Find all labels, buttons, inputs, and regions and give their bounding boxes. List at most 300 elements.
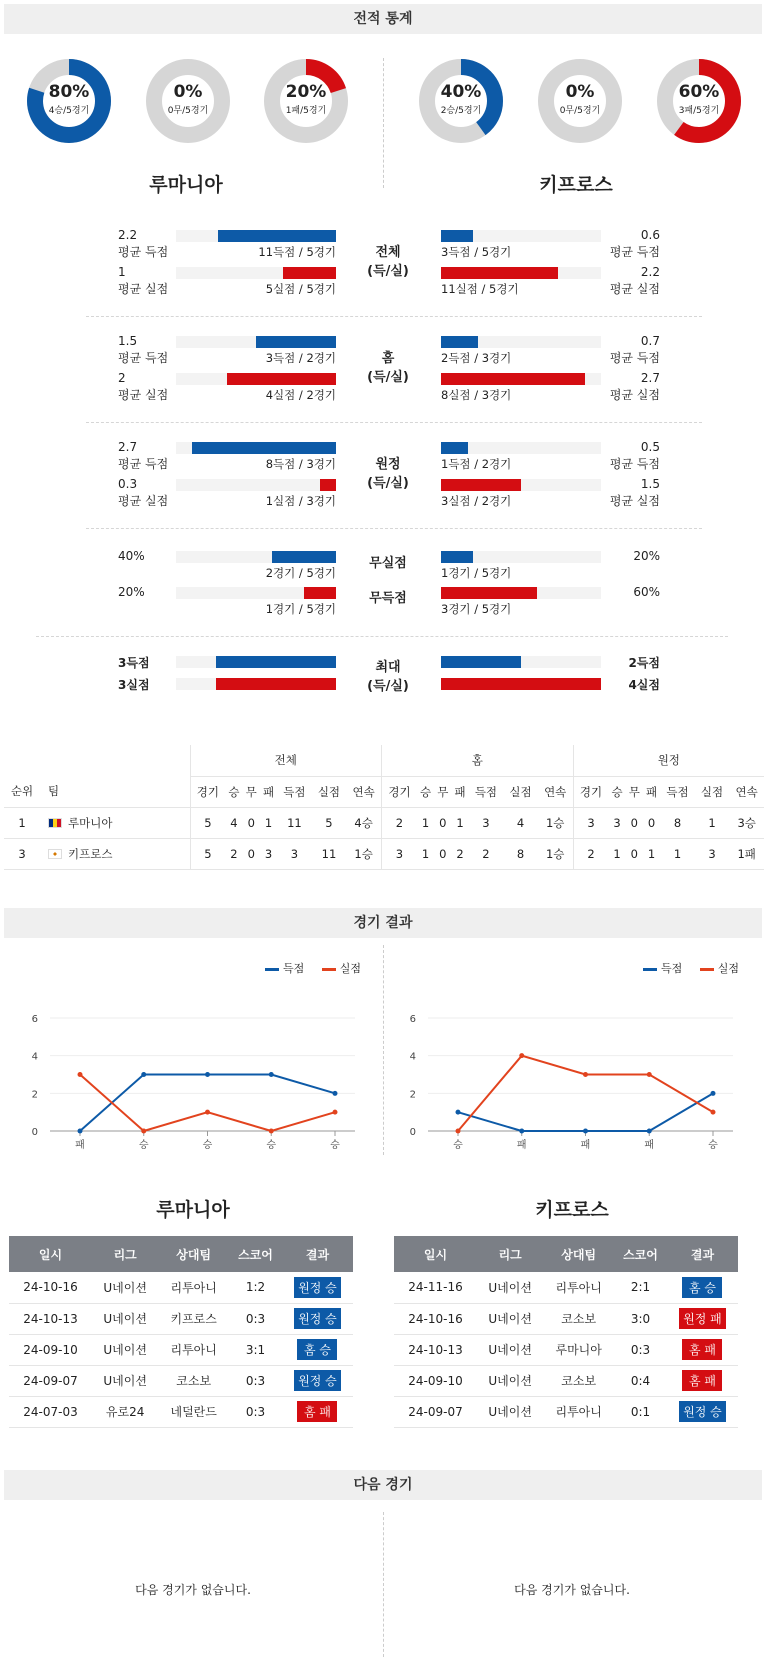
left-avg-conceded-label: 평균 실점 (118, 388, 169, 402)
standings-group: 홈 (382, 745, 574, 776)
left-conceded-bar-track (176, 479, 336, 491)
result-date: 24-10-16 (9, 1272, 92, 1303)
standings-cell: 8 (503, 838, 538, 869)
standings-cell: 4승 (346, 807, 381, 838)
y-tick-label: 0 (409, 1127, 416, 1138)
left-avg-scored-label: 평균 득점 (118, 457, 169, 471)
result-badge: 홈 승 (682, 1277, 722, 1298)
result-date: 24-10-13 (394, 1334, 477, 1365)
data-point (519, 1129, 524, 1134)
standings-cell: 0 (434, 807, 451, 838)
result-outcome (667, 1272, 738, 1303)
right-max-scored: 2득점 (628, 656, 660, 670)
results-col-header: 상대팀 (543, 1236, 614, 1272)
standings-cell: 1 (417, 807, 434, 838)
results-col-header: 일시 (394, 1236, 477, 1272)
standings-cell: 0 (643, 807, 660, 838)
left-avg-conceded-label: 평균 실점 (118, 282, 169, 296)
next-section-title: 다음 경기 (4, 1470, 762, 1500)
standings-cell: 3 (469, 807, 504, 838)
result-score: 3:0 (614, 1303, 667, 1334)
results-col-header: 리그 (477, 1236, 543, 1272)
results-header-row (394, 1236, 738, 1272)
data-point (647, 1129, 652, 1134)
data-point (269, 1129, 274, 1134)
x-tick-label: 패 (580, 1140, 591, 1151)
result-row[interactable] (394, 1365, 738, 1396)
data-point (711, 1110, 716, 1115)
left-avg-conceded-value: 2 (118, 371, 126, 385)
standings-cell: 5 (312, 807, 347, 838)
standings-col: 승 (608, 776, 625, 807)
standings-col: 연속 (538, 776, 573, 807)
result-opponent: 네덜란드 (158, 1396, 229, 1427)
romania-flag-icon (48, 818, 62, 828)
result-row[interactable] (394, 1334, 738, 1365)
standings-cell: 5 (190, 838, 225, 869)
left-max-conceded: 3실점 (118, 678, 150, 692)
y-tick-label: 6 (409, 1014, 416, 1025)
standings-cell: 0 (626, 807, 643, 838)
data-point (456, 1110, 461, 1115)
data-point (583, 1072, 588, 1077)
right-max-scored-bar (441, 656, 521, 668)
data-point (78, 1129, 83, 1134)
result-row[interactable] (9, 1272, 353, 1303)
stats-section-title: 전적 통계 (4, 4, 762, 34)
left-scored-bar-label: 8득점 / 3경기 (265, 457, 336, 471)
standings-cell: 2 (225, 838, 242, 869)
left-noscore-value: 20% (118, 585, 145, 599)
result-badge: 홈 패 (297, 1401, 337, 1422)
standings-col: 무 (243, 776, 260, 807)
x-tick-label: 패 (75, 1140, 85, 1151)
x-tick-label: 패 (516, 1140, 527, 1151)
standings-group: 전체 (190, 745, 382, 776)
result-score: 1:2 (229, 1272, 282, 1303)
result-score: 0:3 (229, 1396, 282, 1427)
right-avg-conceded-value: 2.7 (640, 371, 660, 385)
left-scored-bar (218, 230, 336, 242)
donut-percent: 0% (565, 82, 595, 102)
left-avg-scored-value: 1.5 (118, 334, 138, 348)
result-row[interactable] (394, 1303, 738, 1334)
legend-scored-swatch (265, 968, 279, 971)
standings-row[interactable] (4, 838, 764, 869)
row-divider (86, 528, 702, 529)
results-col-header: 결과 (667, 1236, 738, 1272)
result-league: U네이션 (477, 1334, 543, 1365)
standings-col: 연속 (346, 776, 381, 807)
results-team-left: 루마니아 (156, 1199, 230, 1221)
result-opponent: 리투아니 (158, 1334, 229, 1365)
result-row[interactable] (9, 1303, 353, 1334)
legend-scored: 득점 (661, 962, 683, 975)
result-date: 24-10-13 (9, 1303, 92, 1334)
result-badge: 원정 패 (679, 1308, 726, 1329)
chart-legend-right (643, 960, 739, 976)
left-conceded-bar-track (176, 373, 336, 385)
next-game-left: 다음 경기가 없습니다. (135, 1583, 251, 1597)
standings-col: 순위 (4, 776, 40, 807)
standings-col: 실점 (312, 776, 347, 807)
donut-percent: 60% (678, 82, 720, 102)
legend-conceded: 실점 (717, 962, 740, 975)
result-date: 24-11-16 (394, 1272, 477, 1303)
result-badge: 원정 승 (679, 1401, 726, 1422)
left-avg-conceded-value: 0.3 (118, 477, 138, 491)
left-conceded-bar-label: 1실점 / 3경기 (265, 494, 336, 508)
result-outcome (282, 1272, 353, 1303)
standings-cell: 1 (660, 838, 695, 869)
result-opponent: 리투아니 (158, 1272, 229, 1303)
right-avg-conceded-label: 평균 실점 (609, 494, 660, 508)
data-point (78, 1072, 83, 1077)
result-date: 24-09-07 (394, 1396, 477, 1427)
right-conceded-bar (441, 479, 521, 491)
standings-cell: 3 (382, 838, 417, 869)
left-scored-bar (256, 336, 336, 348)
standings-cell: 1패 (729, 838, 764, 869)
left-scored-bar-label: 3득점 / 2경기 (265, 351, 336, 365)
result-score: 2:1 (614, 1272, 667, 1303)
team-name: 루마니아 (68, 815, 113, 830)
standings-col: 득점 (277, 776, 312, 807)
standings-group-header (4, 745, 764, 776)
standings-col: 패 (643, 776, 660, 807)
results-table-right (394, 1236, 738, 1428)
x-tick-label: 패 (644, 1140, 655, 1151)
standings-cell: 1 (451, 807, 468, 838)
donut-left-0 (26, 58, 112, 144)
result-league: U네이션 (92, 1303, 158, 1334)
donut-record: 0무/5경기 (167, 106, 209, 116)
standings-table (4, 745, 764, 870)
result-outcome (667, 1334, 738, 1365)
standings-cell: 8 (660, 807, 695, 838)
standings-row[interactable] (4, 807, 764, 838)
standings-cell: 0 (243, 807, 260, 838)
result-date: 24-10-16 (394, 1303, 477, 1334)
right-avg-scored-label: 평균 득점 (609, 351, 660, 365)
donut-left-1 (145, 58, 231, 144)
donut-record: 2승/5경기 (440, 106, 482, 116)
donut-right-0 (418, 58, 504, 144)
data-point (519, 1053, 524, 1058)
left-scored-bar (192, 442, 336, 454)
result-row[interactable] (394, 1396, 738, 1427)
result-league: 유로24 (92, 1396, 158, 1427)
divider (383, 1512, 384, 1657)
donut-percent: 40% (440, 82, 482, 102)
left-noscore-bar (304, 587, 336, 599)
right-avg-scored-label: 평균 득점 (609, 245, 660, 259)
divider (383, 945, 384, 1155)
left-scored-bar-track (176, 442, 336, 454)
team-name: 키프로스 (68, 846, 113, 861)
result-league: U네이션 (477, 1272, 543, 1303)
standings-col: 무 (434, 776, 451, 807)
standings-cell: 3 (4, 838, 40, 869)
x-tick-label: 승 (202, 1140, 213, 1151)
right-scored-bar-label: 3득점 / 5경기 (441, 245, 512, 259)
legend-conceded-swatch (322, 968, 336, 971)
result-date: 24-09-10 (394, 1365, 477, 1396)
result-opponent: 코소보 (158, 1365, 229, 1396)
right-conceded-bar-label: 11실점 / 5경기 (441, 282, 519, 296)
standings-col: 득점 (469, 776, 504, 807)
standings-col: 득점 (660, 776, 695, 807)
donut-percent: 20% (285, 82, 327, 102)
left-scored-bar-track (176, 230, 336, 242)
data-point (205, 1110, 210, 1115)
standings-cell: 11 (277, 807, 312, 838)
right-noscore-bar-label: 3경기 / 5경기 (441, 602, 512, 616)
data-point (456, 1129, 461, 1134)
results-col-header: 일시 (9, 1236, 92, 1272)
right-avg-conceded-label: 평균 실점 (609, 388, 660, 402)
standings-group: 원정 (573, 745, 764, 776)
legend-scored: 득점 (283, 962, 305, 975)
result-opponent: 코소보 (543, 1303, 614, 1334)
right-noscore-value: 60% (633, 585, 660, 599)
left-cleansheet-bar-track (176, 551, 336, 563)
standings-cell: 1승 (538, 807, 573, 838)
row-divider (36, 636, 728, 637)
result-score: 0:3 (229, 1365, 282, 1396)
result-badge: 홈 승 (297, 1339, 337, 1360)
result-date: 24-09-10 (9, 1334, 92, 1365)
team-left-name: 루마니아 (149, 174, 223, 196)
row-divider (86, 422, 702, 423)
result-date: 24-07-03 (9, 1396, 92, 1427)
left-avg-conceded-value: 1 (118, 265, 126, 279)
left-noscore-bar-label: 1경기 / 5경기 (265, 602, 336, 616)
standings-cell: 0 (243, 838, 260, 869)
standings-col: 무 (626, 776, 643, 807)
standings-cell: 3승 (729, 807, 764, 838)
result-score: 0:1 (614, 1396, 667, 1427)
result-opponent: 리투아니 (543, 1272, 614, 1303)
standings-cell: 4 (225, 807, 242, 838)
donut-right-2 (656, 58, 742, 144)
donut-left-2 (263, 58, 349, 144)
result-outcome (282, 1396, 353, 1427)
standings-col: 패 (451, 776, 468, 807)
left-cleansheet-value: 40% (118, 549, 145, 563)
standings-col: 실점 (503, 776, 538, 807)
standings-col: 경기 (382, 776, 417, 807)
left-avg-scored-label: 평균 득점 (118, 351, 169, 365)
x-tick-label: 승 (330, 1140, 340, 1151)
standings-cell: 2 (382, 807, 417, 838)
right-max-conceded: 4실점 (628, 678, 660, 692)
divider (383, 58, 384, 188)
result-opponent: 리투아니 (543, 1396, 614, 1427)
standings-col: 연속 (729, 776, 764, 807)
comparison-category-label: 원정 (득/실) (367, 457, 409, 491)
row-divider (86, 316, 702, 317)
result-outcome (667, 1365, 738, 1396)
noscore-label: 무득점 (369, 591, 407, 606)
result-row[interactable] (9, 1396, 353, 1427)
right-avg-conceded-value: 1.5 (640, 477, 660, 491)
donut-record: 4승/5경기 (48, 106, 90, 116)
left-noscore-bar-track (176, 587, 336, 599)
legend-conceded-swatch (700, 968, 714, 971)
left-avg-scored-value: 2.2 (118, 228, 138, 242)
y-tick-label: 2 (409, 1089, 416, 1101)
left-scored-bar-track (176, 336, 336, 348)
result-outcome (282, 1365, 353, 1396)
results-col-header: 스코어 (614, 1236, 667, 1272)
standings-col: 승 (225, 776, 242, 807)
data-point (141, 1072, 146, 1077)
result-row[interactable] (9, 1334, 353, 1365)
y-tick-label: 6 (31, 1014, 38, 1025)
right-avg-conceded-label: 평균 실점 (609, 282, 660, 296)
left-cleansheet-bar-label: 2경기 / 5경기 (265, 566, 336, 580)
standings-cell: 2 (451, 838, 468, 869)
left-avg-conceded-label: 평균 실점 (118, 494, 169, 508)
standings-cell: 5 (190, 807, 225, 838)
right-avg-scored-label: 평균 득점 (609, 457, 660, 471)
data-point (205, 1072, 210, 1077)
results-col-header: 스코어 (229, 1236, 282, 1272)
standings-cell: 0 (626, 838, 643, 869)
result-league: U네이션 (477, 1396, 543, 1427)
comparison-category-label: 홈 (득/실) (367, 351, 409, 385)
result-outcome (282, 1303, 353, 1334)
left-max-conceded-bar (216, 678, 336, 690)
donut-percent: 80% (48, 82, 90, 102)
next-game-right: 다음 경기가 없습니다. (514, 1583, 630, 1597)
data-point (141, 1129, 146, 1134)
standings-cell: 3 (277, 838, 312, 869)
left-max-conceded-bar-track (176, 678, 336, 690)
result-score: 3:1 (229, 1334, 282, 1365)
right-conceded-bar-label: 8실점 / 3경기 (441, 388, 512, 402)
standings-cell: 1 (4, 807, 40, 838)
right-cleansheet-bar-label: 1경기 / 5경기 (441, 566, 512, 580)
standings-cell: 2 (573, 838, 608, 869)
result-score: 0:3 (614, 1334, 667, 1365)
line-chart-left (30, 1010, 380, 1190)
results-section-title: 경기 결과 (4, 908, 762, 938)
series-line-scored (458, 1093, 713, 1131)
standings-cell: 11 (312, 838, 347, 869)
donut-percent: 0% (173, 82, 203, 102)
right-scored-bar (441, 442, 468, 454)
left-conceded-bar-label: 4실점 / 2경기 (265, 388, 336, 402)
team-right-name: 키프로스 (539, 174, 613, 196)
right-cleansheet-value: 20% (633, 549, 660, 563)
result-badge: 원정 승 (294, 1370, 341, 1391)
standings-cell: 3 (608, 807, 625, 838)
standings-cell: 1 (417, 838, 434, 869)
results-col-header: 결과 (282, 1236, 353, 1272)
right-conceded-bar-label: 3실점 / 2경기 (441, 494, 512, 508)
standings-cell: 2 (469, 838, 504, 869)
legend-scored-swatch (643, 968, 657, 971)
results-header-row (9, 1236, 353, 1272)
x-tick-label: 승 (708, 1140, 718, 1151)
right-scored-bar-label: 2득점 / 3경기 (441, 351, 512, 365)
right-avg-scored-value: 0.5 (640, 440, 660, 454)
left-avg-scored-value: 2.7 (118, 440, 138, 454)
donut-record: 0무/5경기 (559, 106, 601, 116)
right-scored-bar-label: 1득점 / 2경기 (441, 457, 512, 471)
left-scored-bar-label: 11득점 / 5경기 (258, 245, 336, 259)
data-point (269, 1072, 274, 1077)
result-league: U네이션 (92, 1272, 158, 1303)
x-tick-label: 승 (453, 1140, 463, 1151)
right-avg-scored-value: 0.6 (640, 228, 660, 242)
cleansheet-label: 무실점 (369, 556, 407, 571)
result-opponent: 루마니아 (543, 1334, 614, 1365)
result-row[interactable] (9, 1365, 353, 1396)
data-point (333, 1110, 338, 1115)
donut-record: 3패/5경기 (678, 106, 720, 116)
y-tick-label: 2 (31, 1089, 38, 1101)
standings-team (40, 807, 190, 838)
left-max-scored-bar (216, 656, 336, 668)
y-tick-label: 0 (31, 1127, 38, 1138)
standings-col: 승 (417, 776, 434, 807)
right-avg-conceded-value: 2.2 (640, 265, 660, 279)
standings-cell: 1승 (538, 838, 573, 869)
standings-col: 경기 (190, 776, 225, 807)
y-tick-label: 4 (409, 1051, 416, 1063)
data-point (711, 1091, 716, 1096)
cyprus-flag-icon (48, 849, 62, 859)
donut-right-1 (537, 58, 623, 144)
right-scored-bar (441, 336, 478, 348)
standings-col: 경기 (573, 776, 608, 807)
left-max-scored-bar-track (176, 656, 336, 668)
standings-cell: 3 (573, 807, 608, 838)
comparison-category-label: 전체 (득/실) (367, 245, 409, 279)
result-league: U네이션 (92, 1365, 158, 1396)
standings-col: 실점 (695, 776, 730, 807)
result-badge: 홈 패 (682, 1370, 722, 1391)
result-league: U네이션 (92, 1334, 158, 1365)
right-conceded-bar (441, 267, 558, 279)
data-point (333, 1091, 338, 1096)
chart-legend-left (265, 960, 361, 976)
standings-cell: 1 (608, 838, 625, 869)
standings-cell: 1 (695, 807, 730, 838)
result-outcome (282, 1334, 353, 1365)
result-date: 24-09-07 (9, 1365, 92, 1396)
standings-cell: 0 (434, 838, 451, 869)
max-label: 최대 (득/실) (367, 660, 409, 694)
standings-col: 팀 (40, 776, 190, 807)
data-point (583, 1129, 588, 1134)
results-col-header: 상대팀 (158, 1236, 229, 1272)
result-score: 0:3 (229, 1303, 282, 1334)
right-noscore-bar (441, 587, 537, 599)
x-tick-label: 승 (266, 1140, 277, 1151)
standings-col: 패 (260, 776, 277, 807)
results-team-right: 키프로스 (535, 1199, 609, 1221)
left-cleansheet-bar (272, 551, 336, 563)
y-tick-label: 4 (31, 1051, 38, 1063)
x-tick-label: 승 (138, 1140, 149, 1151)
result-row[interactable] (394, 1272, 738, 1303)
result-opponent: 코소보 (543, 1365, 614, 1396)
right-cleansheet-bar (441, 551, 473, 563)
